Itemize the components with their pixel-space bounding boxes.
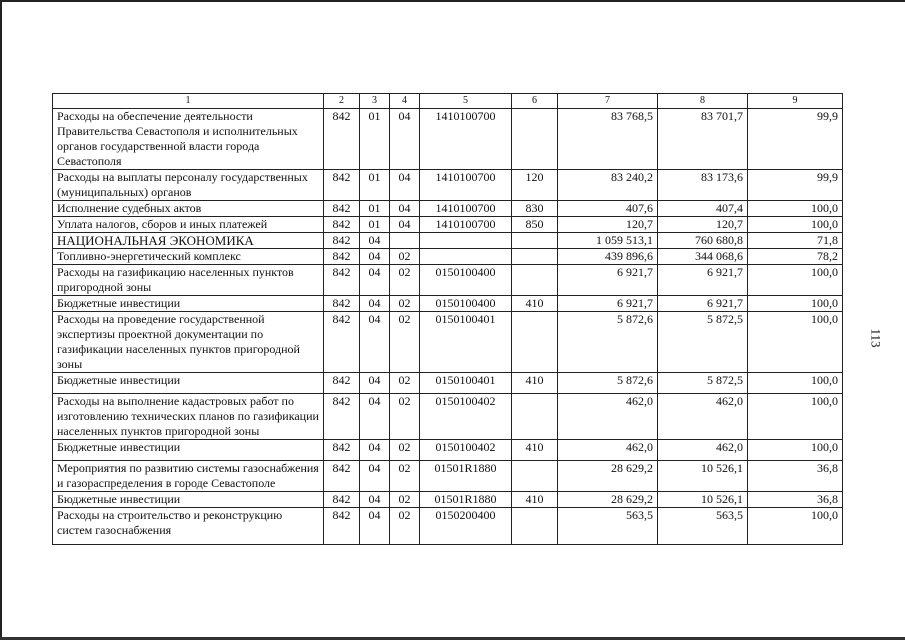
ministry-code: 842 <box>324 461 360 492</box>
approved-amount: 1 059 513,1 <box>558 233 658 249</box>
executed-amount: 462,0 <box>658 394 748 440</box>
executed-amount: 5 872,5 <box>658 312 748 373</box>
section-code: 04 <box>360 394 390 440</box>
section-code: 04 <box>360 233 390 249</box>
subsection-code: 02 <box>390 508 420 545</box>
expense-type-code <box>512 461 558 492</box>
executed-amount: 462,0 <box>658 440 748 461</box>
table-row <box>53 461 843 492</box>
execution-percent: 100,0 <box>748 373 843 394</box>
ministry-code: 842 <box>324 109 360 170</box>
scan-edge-left <box>0 0 2 640</box>
subsection-code: 04 <box>390 170 420 201</box>
expense-type-code <box>512 109 558 170</box>
expense-type-code <box>512 508 558 545</box>
subsection-code: 02 <box>390 394 420 440</box>
approved-amount: 120,7 <box>558 217 658 233</box>
subsection-code: 04 <box>390 217 420 233</box>
ministry-code: 842 <box>324 492 360 508</box>
target-item-code: 0150100400 <box>420 265 512 296</box>
table-row <box>53 201 843 217</box>
table-row <box>53 109 843 170</box>
execution-percent: 100,0 <box>748 394 843 440</box>
subsection-code: 02 <box>390 249 420 265</box>
approved-amount: 462,0 <box>558 440 658 461</box>
ministry-code: 842 <box>324 312 360 373</box>
ministry-code: 842 <box>324 373 360 394</box>
row-name: Расходы на проведение государственной экспертизы проектной документации по газификации населенных пунктов пригородной зоны <box>53 312 324 373</box>
table-row <box>53 508 843 545</box>
expense-type-code: 830 <box>512 201 558 217</box>
section-code: 01 <box>360 217 390 233</box>
ministry-code: 842 <box>324 170 360 201</box>
subsection-code <box>390 233 420 249</box>
table-row <box>53 373 843 394</box>
executed-amount: 120,7 <box>658 217 748 233</box>
approved-amount: 83 768,5 <box>558 109 658 170</box>
execution-percent: 99,9 <box>748 170 843 201</box>
subsection-code: 02 <box>390 373 420 394</box>
row-name: Бюджетные инвестиции <box>53 296 324 312</box>
expense-type-code: 410 <box>512 296 558 312</box>
target-item-code: 0150100401 <box>420 312 512 373</box>
approved-amount: 439 896,6 <box>558 249 658 265</box>
approved-amount: 5 872,6 <box>558 312 658 373</box>
row-name: Бюджетные инвестиции <box>53 440 324 461</box>
column-number: 9 <box>748 94 843 109</box>
table-row <box>53 249 843 265</box>
table-row <box>53 312 843 373</box>
approved-amount: 28 629,2 <box>558 461 658 492</box>
row-name: Бюджетные инвестиции <box>53 373 324 394</box>
target-item-code <box>420 233 512 249</box>
approved-amount: 407,6 <box>558 201 658 217</box>
approved-amount: 462,0 <box>558 394 658 440</box>
target-item-code: 0150100400 <box>420 296 512 312</box>
row-name: НАЦИОНАЛЬНАЯ ЭКОНОМИКА <box>53 233 324 249</box>
executed-amount: 6 921,7 <box>658 296 748 312</box>
execution-percent: 100,0 <box>748 265 843 296</box>
expense-type-code: 410 <box>512 440 558 461</box>
table-row <box>53 217 843 233</box>
ministry-code: 842 <box>324 249 360 265</box>
column-number: 5 <box>420 94 512 109</box>
target-item-code: 01501R1880 <box>420 461 512 492</box>
executed-amount: 5 872,5 <box>658 373 748 394</box>
table-row <box>53 492 843 508</box>
executed-amount: 344 068,6 <box>658 249 748 265</box>
approved-amount: 28 629,2 <box>558 492 658 508</box>
target-item-code <box>420 249 512 265</box>
expense-type-code: 120 <box>512 170 558 201</box>
target-item-code: 0150100401 <box>420 373 512 394</box>
executed-amount: 6 921,7 <box>658 265 748 296</box>
section-code: 01 <box>360 201 390 217</box>
approved-amount: 5 872,6 <box>558 373 658 394</box>
row-name: Расходы на газификацию населенных пунктов пригородной зоны <box>53 265 324 296</box>
executed-amount: 407,4 <box>658 201 748 217</box>
expense-type-code: 850 <box>512 217 558 233</box>
subsection-code: 04 <box>390 201 420 217</box>
ministry-code: 842 <box>324 217 360 233</box>
column-number-row <box>53 94 843 109</box>
expense-type-code: 410 <box>512 492 558 508</box>
column-number: 1 <box>53 94 324 109</box>
execution-percent: 100,0 <box>748 312 843 373</box>
target-item-code: 01501R1880 <box>420 492 512 508</box>
subsection-code: 04 <box>390 109 420 170</box>
section-code: 04 <box>360 508 390 545</box>
expense-type-code <box>512 265 558 296</box>
subsection-code: 02 <box>390 440 420 461</box>
page-number: 113 <box>868 328 884 348</box>
expense-type-code <box>512 394 558 440</box>
row-name: Расходы на выполнение кадастровых работ по изготовлению технических планов по газификации населенных пунктов пригородной зоны <box>53 394 324 440</box>
section-code: 04 <box>360 296 390 312</box>
row-name: Мероприятия по развитию системы газоснабжения и газораспределения в городе Севастополе <box>53 461 324 492</box>
section-code: 04 <box>360 249 390 265</box>
column-number: 6 <box>512 94 558 109</box>
row-name: Расходы на обеспечение деятельности Правительства Севастополя и исполнительных органов государственной власти города Севастополя <box>53 109 324 170</box>
row-name: Расходы на строительство и реконструкцию систем газоснабжения <box>53 508 324 545</box>
subsection-code: 02 <box>390 492 420 508</box>
target-item-code: 0150100402 <box>420 440 512 461</box>
expense-type-code <box>512 312 558 373</box>
target-item-code: 0150100402 <box>420 394 512 440</box>
expense-type-code: 410 <box>512 373 558 394</box>
section-code: 01 <box>360 170 390 201</box>
section-code: 04 <box>360 440 390 461</box>
budget-execution-table <box>52 93 843 545</box>
execution-percent: 100,0 <box>748 508 843 545</box>
section-row <box>53 233 843 249</box>
execution-percent: 71,8 <box>748 233 843 249</box>
execution-percent: 100,0 <box>748 201 843 217</box>
subsection-code: 02 <box>390 265 420 296</box>
execution-percent: 100,0 <box>748 440 843 461</box>
column-number: 8 <box>658 94 748 109</box>
target-item-code: 1410100700 <box>420 201 512 217</box>
ministry-code: 842 <box>324 201 360 217</box>
target-item-code: 1410100700 <box>420 217 512 233</box>
column-number: 2 <box>324 94 360 109</box>
table-row <box>53 170 843 201</box>
row-name: Топливно-энергетический комплекс <box>53 249 324 265</box>
approved-amount: 6 921,7 <box>558 265 658 296</box>
row-name: Исполнение судебных актов <box>53 201 324 217</box>
ministry-code: 842 <box>324 265 360 296</box>
approved-amount: 6 921,7 <box>558 296 658 312</box>
column-number: 4 <box>390 94 420 109</box>
row-name: Бюджетные инвестиции <box>53 492 324 508</box>
ministry-code: 842 <box>324 440 360 461</box>
section-code: 04 <box>360 461 390 492</box>
table-row <box>53 265 843 296</box>
executed-amount: 83 173,6 <box>658 170 748 201</box>
section-code: 04 <box>360 373 390 394</box>
execution-percent: 99,9 <box>748 109 843 170</box>
subsection-code: 02 <box>390 461 420 492</box>
table-row <box>53 394 843 440</box>
scan-edge-top <box>0 0 905 2</box>
execution-percent: 100,0 <box>748 296 843 312</box>
executed-amount: 563,5 <box>658 508 748 545</box>
section-code: 04 <box>360 312 390 373</box>
executed-amount: 10 526,1 <box>658 461 748 492</box>
expense-type-code <box>512 233 558 249</box>
table-row <box>53 440 843 461</box>
section-code: 04 <box>360 265 390 296</box>
execution-percent: 78,2 <box>748 249 843 265</box>
execution-percent: 100,0 <box>748 217 843 233</box>
execution-percent: 36,8 <box>748 461 843 492</box>
section-code: 01 <box>360 109 390 170</box>
executed-amount: 10 526,1 <box>658 492 748 508</box>
column-number: 7 <box>558 94 658 109</box>
executed-amount: 760 680,8 <box>658 233 748 249</box>
section-code: 04 <box>360 492 390 508</box>
row-name: Уплата налогов, сборов и иных платежей <box>53 217 324 233</box>
ministry-code: 842 <box>324 394 360 440</box>
column-number: 3 <box>360 94 390 109</box>
ministry-code: 842 <box>324 233 360 249</box>
row-name: Расходы на выплаты персоналу государственных (муниципальных) органов <box>53 170 324 201</box>
table-row <box>53 296 843 312</box>
table-body <box>53 94 843 545</box>
approved-amount: 83 240,2 <box>558 170 658 201</box>
ministry-code: 842 <box>324 508 360 545</box>
target-item-code: 1410100700 <box>420 170 512 201</box>
target-item-code: 0150200400 <box>420 508 512 545</box>
subsection-code: 02 <box>390 312 420 373</box>
executed-amount: 83 701,7 <box>658 109 748 170</box>
approved-amount: 563,5 <box>558 508 658 545</box>
subsection-code: 02 <box>390 296 420 312</box>
ministry-code: 842 <box>324 296 360 312</box>
target-item-code: 1410100700 <box>420 109 512 170</box>
execution-percent: 36,8 <box>748 492 843 508</box>
expense-type-code <box>512 249 558 265</box>
